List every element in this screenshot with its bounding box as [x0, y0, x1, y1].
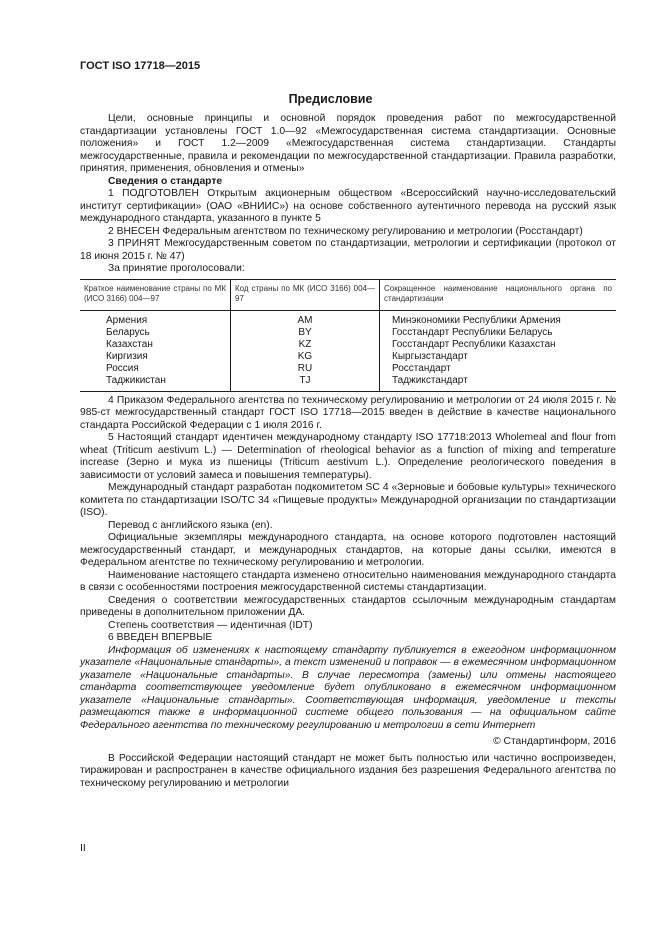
table-header-body: Сокращенное наименование национального органа по стандартизации	[380, 279, 617, 310]
document-body	[80, 113, 616, 790]
country-name: Таджикистан	[106, 374, 166, 386]
document-code: ГОСТ ISO 17718—2015	[80, 60, 201, 72]
page-number: II	[80, 842, 86, 854]
page-title: Предисловие	[288, 92, 373, 106]
table-row	[80, 310, 616, 327]
country-code: KG	[231, 351, 380, 363]
conformity-degree: Степень соответствия — идентичная (IDT)	[108, 619, 313, 631]
table-row	[80, 363, 616, 375]
table-row	[80, 351, 616, 363]
official-copies-paragraph: Официальные экземпляры международного стандарта, на основе которого подготовлен настоящий межгосударственный стандарт, и международных стандартов, на которые даны ссылки, имеются в Федеральном агентстве по техническому регулированию и метрологии.	[80, 532, 616, 568]
voted-text: За принятие проголосовали:	[108, 263, 245, 274]
standards-body: Таджикстандарт	[380, 375, 617, 392]
country-name: Киргизия	[106, 350, 148, 362]
item-introduced: 2 ВНЕСЕН Федеральным агентством по техническому регулированию и метрологии (Росстандарт)	[108, 225, 583, 237]
table-header-row	[80, 279, 616, 310]
standards-body: Росстандарт	[380, 363, 617, 375]
country-name: Беларусь	[106, 326, 150, 338]
change-notice: Информация об изменениях к настоящему стандарту публикуется в ежегодном информационном указателе «Национальные стандарты», а текст изменений и поправок — в ежемесячном информационном указателе «Национальные стандарты». В случае пересмотра (замены) или отмены настоящего стандарта соответствующее уведомление будет опубликовано в ежемесячном информационном указателе «Национальные стандарты». Соответствующая информация, уведомление и тексты размещаются также в информационной системе общего пользования — на официальном сайте Федерального агентства по техническому регулированию и метрологии в сети Интернет	[80, 644, 616, 731]
voting-table	[80, 279, 616, 392]
developed-paragraph: Международный стандарт разработан подкомитетом SC 4 «Зерновые и бобовые культуры» технического комитета по стандартизации ISO/TC 34 «Пищевые продукты» Международной организации по стандартизации (ISO).	[80, 482, 616, 518]
item-adopted: 3 ПРИНЯТ Межгосударственным советом по стандартизации, метрологии и сертификации (протокол от 18 июня 2015 г. № 47)	[80, 238, 616, 262]
item-identical: 5 Настоящий стандарт идентичен международному стандарту ISO 17718:2013 Wholemeal and flour from wheat (Triticum aestivum L.) — Determination of rheological behavior as a function of mixing and temperature increase (Зерно и мука из пшеницы (Triticum aestivum L.). Определение реологического поведения в зависимости от условий замеса и повышения температуры).	[80, 432, 616, 481]
table-header-country: Краткое наименование страны по МК (ИСО 3166) 004—97	[80, 279, 231, 310]
country-code: BY	[231, 327, 380, 339]
copyright-line: © Стандартинформ, 2016	[493, 736, 616, 747]
standards-body: Кыргызстандарт	[380, 351, 617, 363]
country-code: RU	[231, 363, 380, 375]
table-row	[80, 375, 616, 392]
table-row	[80, 327, 616, 339]
country-name: Армения	[106, 314, 148, 326]
item-first-introduced: 6 ВВЕДЕН ВПЕРВЫЕ	[108, 632, 213, 643]
table-row	[80, 339, 616, 351]
references-paragraph: Сведения о соответствии межгосударственных стандартов ссылочным международным стандартам приведены в дополнительном приложении ДА.	[80, 594, 616, 618]
country-code: AM	[231, 310, 380, 327]
country-code: TJ	[231, 375, 380, 392]
standards-body: Минэкономики Республики Армения	[380, 310, 617, 327]
standards-body: Госстандарт Республики Беларусь	[380, 327, 617, 339]
country-name: Россия	[106, 362, 139, 374]
table-header-code: Код страны по МК (ИСО 3166) 004—97	[231, 279, 380, 310]
country-name: Казахстан	[106, 338, 153, 350]
name-change-paragraph: Наименование настоящего стандарта изменено относительно наименования международного стандарта в связи с особенностями построения межгосударственной системы стандартизации.	[80, 569, 616, 593]
standards-body: Госстандарт Республики Казахстан	[380, 339, 617, 351]
info-heading: Сведения о стандарте	[108, 175, 223, 187]
intro-paragraph: Цели, основные принципы и основной порядок проведения работ по межгосударственной стандартизации установлены ГОСТ 1.0—92 «Межгосударственная система стандартизации. Основные положения» и ГОСТ 1.2—2009 «Межгосударственная система стандартизации. Стандарты межгосударственные, правила и рекомендации по межгосударственной стандартизации. Правила разработки, принятия, применения, обновления и отмены»	[80, 113, 616, 174]
translation-paragraph: Перевод с английского языка (en).	[108, 519, 273, 531]
item-enacted: 4 Приказом Федерального агентства по техническому регулированию и метрологии от 24 июля 2015 г. № 985-ст межгосударственный стандарт ГОСТ ISO 17718—2015 введен в действие в качестве национального стандарта Российской Федерации с 1 июля 2016 г.	[80, 394, 616, 431]
rights-paragraph: В Российской Федерации настоящий стандарт не может быть полностью или частично воспроизведен, тиражирован и распространен в качестве официального издания без разрешения Федерального агентства по техническому регулированию и метрологии	[80, 752, 616, 789]
item-prepared: 1 ПОДГОТОВЛЕН Открытым акционерным обществом «Всероссийский научно-исследовательский институт сертификации» (ОАО «ВНИИС») на основе собственного аутентичного перевода на русский язык международного стандарта, указанного в пункте 5	[80, 188, 616, 224]
country-code: KZ	[231, 339, 380, 351]
